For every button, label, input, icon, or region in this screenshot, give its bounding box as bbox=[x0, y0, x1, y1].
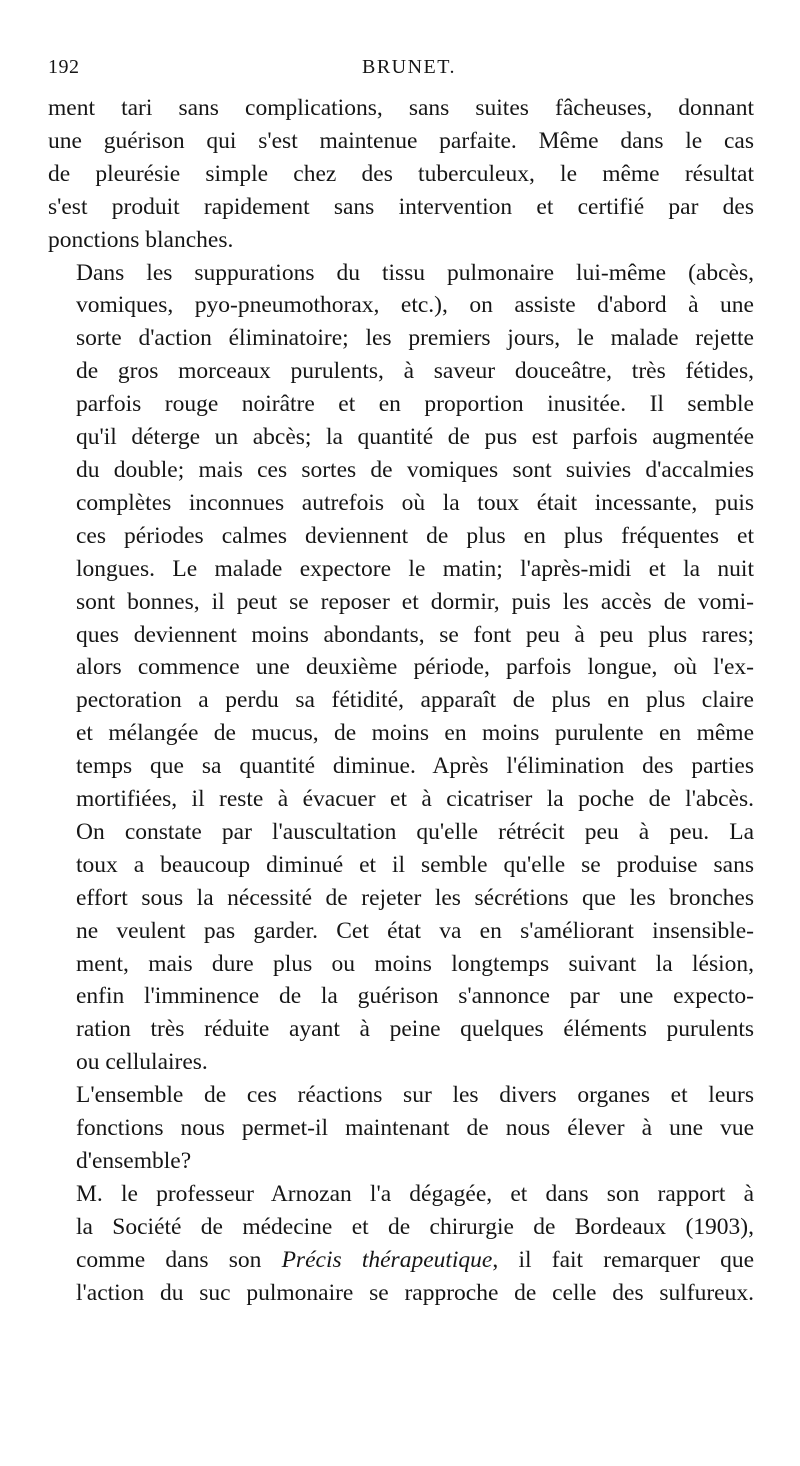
text-line: pectoration a perdu sa fétidité, apparaît de plus en plus claire bbox=[76, 687, 754, 714]
running-head: BRUNET. bbox=[361, 56, 456, 78]
text-line: la Société de médecine et de chirurgie de Bordeaux (1903), bbox=[76, 1213, 754, 1240]
text-line: On constate par l'auscultation qu'elle rétrécit peu à peu. La bbox=[76, 818, 754, 845]
text-line: qu'il déterge un abcès; la quantité de pus est parfois augmentée bbox=[76, 424, 754, 451]
text-line: d'ensemble? bbox=[76, 1148, 192, 1174]
text-line: ponctions blanches. bbox=[48, 226, 234, 253]
text-line: parfois rouge noirâtre et en proportion inusitée. Il semble bbox=[76, 391, 754, 418]
text-line: toux a beaucoup diminué et il semble qu'elle se produise sans bbox=[76, 851, 754, 878]
text-line: temps que sa quantité diminue. Après l'élimination des parties bbox=[76, 753, 754, 780]
text-line: enfin l'imminence de la guérison s'annonce par une expecto- bbox=[76, 983, 754, 1010]
paragraph-4 bbox=[48, 1178, 754, 1310]
text-line: s'est produit rapidement sans intervention et certifié par des bbox=[48, 193, 754, 220]
text-line: ou cellulaires. bbox=[76, 1049, 208, 1076]
text-line: fonctions nous permet-il maintenant de nous élever à une vue bbox=[76, 1115, 754, 1142]
text-line: de pleurésie simple chez des tuberculeux, le même résultat bbox=[48, 160, 754, 187]
text-line: sont bonnes, il peut se reposer et dormir, puis les accès de vomi- bbox=[76, 588, 754, 615]
text-line-with-italic bbox=[48, 1244, 754, 1277]
text-line: ration très réduite ayant à peine quelques éléments purulents bbox=[76, 1016, 754, 1043]
text-line: Dans les suppurations du tissu pulmonaire lui-même (abcès, bbox=[76, 259, 754, 286]
text-line: ces périodes calmes deviennent de plus en plus fréquentes et bbox=[76, 522, 754, 549]
text-line: l'action du suc pulmonaire se rapproche de celle des sulfureux. bbox=[76, 1279, 754, 1306]
text-line: mortifiées, il reste à évacuer et à cicatriser la poche de l'abcès. bbox=[76, 786, 754, 813]
text-line: de gros morceaux purulents, à saveur douceâtre, très fétides, bbox=[76, 358, 754, 385]
text-line: ne veulent pas garder. Cet état va en s'améliorant insensible- bbox=[76, 917, 754, 944]
text-line: du double; mais ces sortes de vomiques sont suivies d'accalmies bbox=[76, 456, 754, 483]
text-line: ment tari sans complications, sans suites fâcheuses, donnant bbox=[48, 95, 754, 121]
text-line: alors commence une deuxième période, parfois longue, où l'ex- bbox=[76, 654, 754, 681]
text-line: ment, mais dure plus ou moins longtemps suivant la lésion, bbox=[76, 950, 754, 977]
text-line: longues. Le malade expectore le matin; l'après-midi et la nuit bbox=[76, 555, 754, 582]
text-line: et mélangée de mucus, de moins en moins purulente en même bbox=[76, 720, 754, 747]
book-page bbox=[48, 56, 754, 1310]
text-line: complètes inconnues autrefois où la toux était incessante, puis bbox=[76, 489, 754, 516]
text-line: M. le professeur Arnozan l'a dégagée, et dans son rapport à bbox=[76, 1180, 754, 1207]
paragraph-1 bbox=[48, 92, 754, 257]
page-number: 192 bbox=[48, 56, 80, 78]
text-line: effort sous la nécessité de rejeter les sécrétions que les bronches bbox=[76, 884, 754, 911]
paragraph-2 bbox=[48, 257, 754, 1080]
text-line: ques deviennent moins abondants, se font peu à peu plus rares; bbox=[76, 621, 754, 648]
text-line: une guérison qui s'est maintenue parfaite. Même dans le cas bbox=[48, 127, 754, 154]
text-line: L'ensemble de ces réactions sur les divers organes et leurs bbox=[76, 1082, 754, 1109]
text-segment: , il fait remarquer que bbox=[492, 1246, 755, 1273]
text-line: sorte d'action éliminatoire; les premiers jours, le malade rejette bbox=[76, 325, 754, 352]
text-line: vomiques, pyo-pneumothorax, etc.), on assiste d'abord à une bbox=[76, 292, 754, 319]
body-text bbox=[48, 92, 754, 1310]
paragraph-3 bbox=[48, 1079, 754, 1178]
text-segment: comme dans son bbox=[76, 1246, 282, 1273]
page-header bbox=[48, 56, 754, 92]
book-title-italic: Précis thérapeutique bbox=[281, 1246, 493, 1273]
